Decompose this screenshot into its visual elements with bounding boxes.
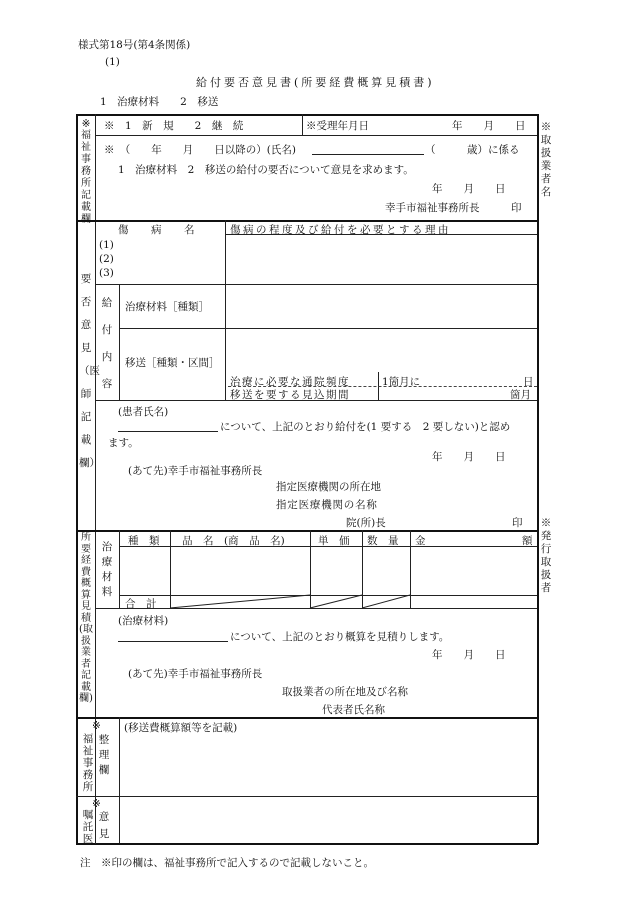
col-quantity: 数 量 — [367, 535, 399, 547]
welfare-bottom-mark: ※ — [92, 720, 101, 732]
estimate-section-text: (治療材料) — [118, 615, 169, 627]
patient-name-label: (患者氏名) — [118, 406, 169, 418]
doctor-section-label: 要否意見（医師記載欄） — [79, 273, 100, 469]
transport-cost-note: (移送費概算額等を記載) — [124, 722, 238, 734]
disease-header: 傷 病 名 — [118, 224, 201, 236]
doctor-opinion-text-2: ます。 — [108, 437, 139, 449]
doctor-date: 年 月 日 — [432, 451, 506, 463]
institution-name-label: 指定医療機関の名称 — [276, 499, 378, 511]
visit-frequency-label: 治療に必要な通院頻度 — [230, 376, 350, 388]
director-signature: 幸手市福祉事務所長 印 — [385, 202, 522, 214]
doctor-addressee: (あて先)幸手市福祉事務所長 — [128, 465, 263, 477]
benefit-content-label: 給付内容 — [101, 297, 113, 390]
disease-item: (2) — [99, 253, 114, 265]
handler-address-label: 取扱業者の所在地及び名称 — [282, 686, 408, 698]
material-type-label: 治療材料［種類］ — [125, 301, 209, 313]
commission-mark: ※ — [92, 798, 101, 810]
institution-address-label: 指定医療機関の所在地 — [276, 481, 381, 493]
hospital-seal: 印 — [512, 517, 523, 529]
handler-name-label: ※取扱業者名 — [540, 121, 552, 198]
reason-header: 傷病の程度及び給付を必要とする理由 — [230, 224, 451, 236]
transport-type-label: 移送［種類・区間］ — [125, 357, 220, 369]
welfare-office-label: 福祉事務所記載欄 — [81, 130, 91, 225]
estimate-date: 年 月 日 — [432, 649, 506, 661]
receipt-date-value: 年 月 日 — [452, 120, 526, 132]
estimate-section-label: 所要経費概算見積(取扱業者記載欄) — [79, 532, 93, 704]
receipt-date-label: ※受理年月日 — [306, 120, 369, 132]
patient-period-line: ※ （ 年 月 日以降の）(氏名) — [104, 144, 296, 156]
commission-opinion-label: 意見 — [98, 811, 110, 840]
issuer-label: ※発行取扱者 — [540, 517, 552, 594]
category-line: 1 治療材料 2 移送 — [100, 96, 219, 108]
col-product: 品 名 (商 品 名) — [182, 535, 285, 547]
transport-period-label: 移送を要する見込期間 — [230, 389, 350, 401]
request-text: 1 治療材料 2 移送の給付の要否について意見を求めます。 — [118, 164, 414, 176]
representative-label: 代表者氏名称 — [322, 704, 385, 716]
commission-doctor-label: 嘱託医 — [82, 809, 94, 845]
visit-frequency-unit: 日 — [523, 376, 534, 388]
sub-number: (1) — [105, 56, 120, 68]
estimate-text: について、上記のとおり概算を見積りします。 — [230, 631, 450, 643]
col-amount-b: 額 — [522, 535, 533, 547]
form-number: 様式第18号(第4条関係) — [78, 39, 191, 51]
disease-item: (3) — [99, 267, 114, 279]
welfare-bottom-label: 福祉事務所 — [82, 733, 94, 793]
visit-frequency-value: 1箇月に — [382, 376, 421, 388]
total-label: 合 計 — [125, 598, 157, 610]
welfare-top-mark: ※ — [81, 118, 91, 130]
form-title: 給付要否意見書(所要経費概算見積書) — [196, 76, 435, 89]
doctor-opinion-text: について、上記のとおり給付を(1 要する 2 要しない)と認め — [220, 421, 511, 433]
new-continue-options: ※ 1 新 規 2 継 続 — [104, 120, 244, 132]
adjust-label: 整理欄 — [98, 734, 110, 776]
col-unit-price: 単 価 — [318, 535, 350, 547]
estimate-material-label: 治療材料 — [101, 541, 113, 598]
footer-note: 注 ※印の欄は、福祉事務所で記入するので記載しないこと。 — [80, 857, 374, 869]
col-type: 種 類 — [128, 535, 160, 547]
patient-age-line: （ 歳）に係る — [425, 144, 520, 156]
disease-item: (1) — [99, 239, 114, 251]
hospital-head-label: 院(所)長 — [346, 517, 386, 529]
col-amount-a: 金 — [415, 535, 426, 547]
request-date: 年 月 日 — [432, 183, 506, 195]
transport-period-unit: 箇月 — [510, 389, 531, 401]
estimate-addressee: (あて先)幸手市福祉事務所長 — [128, 668, 263, 680]
